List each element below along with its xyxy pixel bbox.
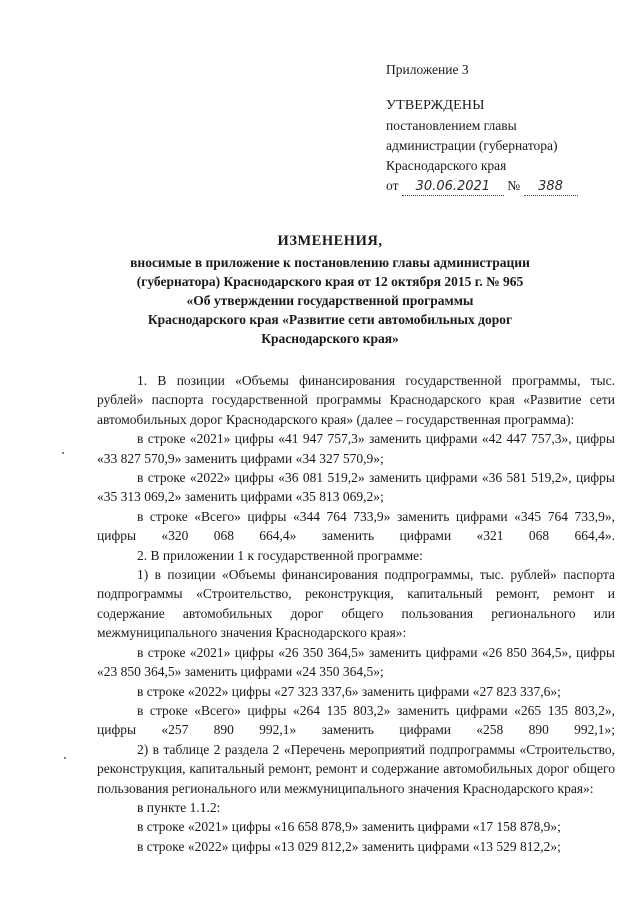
handwritten-date: 30.06.2021 [402,179,504,196]
appendix-number: Приложение 3 [386,62,469,77]
handwritten-number: 388 [524,179,578,196]
paragraph: 2. В приложении 1 к государственной программе: [137,547,423,563]
scan-speck [64,757,66,759]
approval-line: администрации (губернатора) [386,138,558,153]
paragraph: в пункте 1.1.2: [137,799,221,815]
paragraph: в строке «2021» цифры «41 947 757,3» заменить цифрами «42 447 757,3», цифры «33 827 570,9» заменить цифрами «34 327 570,9»; [97,431,615,466]
number-label: № [507,178,521,193]
approval-stamp [386,60,626,196]
paragraph: 1) в позиции «Объемы финансирования подпрограммы, тыс. рублей» паспорта подпрограммы «Строительство, реконструкция, капитальный ремонт, ремонт и содержание автомобильных дорог общего пользования регионального или межмуниципального значения Краснодарского края»: [97,567,615,641]
paragraph: 1. В позиции «Объемы финансирования государственной программы, тыс. рублей» паспорта государственной программы Краснодарского края «Развитие сети автомобильных дорог Краснодарского края» (далее – государственная программа): [97,373,615,427]
paragraph: 2) в таблице 2 раздела 2 «Перечень мероприятий подпрограммы «Строительство, реконструкция, капитальный ремонт, ремонт и содержание автомобильных дорог общего пользования регионального или межмуниципального значения Краснодарского края»: [97,741,615,796]
from-label: от [386,178,399,193]
heading-line: «Об утверждении государственной программы [186,293,474,308]
document-heading [90,232,570,348]
approval-line: постановлением главы [386,118,517,133]
paragraph: в строке «Всего» цифры «264 135 803,2» заменить цифрами «265 135 803,2», цифры «257 890 992,1» заменить цифрами «258 890 992,1»; [97,702,615,738]
heading-line: Краснодарского края» [261,331,399,346]
heading-line: вносимые в приложение к постановлению главы администрации [130,255,530,270]
document-body [97,371,615,856]
scan-speck [62,452,64,454]
paragraph: в строке «2022» цифры «36 081 519,2» заменить цифрами «36 581 519,2», цифры «35 313 069,2» заменить цифрами «35 813 069,2»; [97,470,615,505]
heading-title: ИЗМЕНЕНИЯ, [277,233,383,249]
paragraph: в строке «2021» цифры «16 658 878,9» заменить цифрами «17 158 878,9»; [137,819,561,835]
approval-line: Краснодарского края [386,158,507,173]
approval-date-line [386,176,626,196]
approved-label: УТВЕРЖДЕНЫ [386,98,485,113]
paragraph: в строке «2021» цифры «26 350 364,5» заменить цифрами «26 850 364,5», цифры «23 850 364,5» заменить цифрами «24 350 364,5»; [97,644,615,680]
heading-line: Краснодарского края «Развитие сети автомобильных дорог [147,312,513,327]
heading-line: (губернатора) Краснодарского края от 12 октября 2015 г. № 965 [136,274,524,289]
paragraph: в строке «2022» цифры «27 323 337,6» заменить цифрами «27 823 337,6»; [137,683,561,699]
paragraph: в строке «2022» цифры «13 029 812,2» заменить цифрами «13 529 812,2»; [137,838,561,854]
paragraph: в строке «Всего» цифры «344 764 733,9» заменить цифрами «345 764 733,9», цифры «320 068 664,4» заменить цифрами «321 068 664,4». [97,508,615,544]
